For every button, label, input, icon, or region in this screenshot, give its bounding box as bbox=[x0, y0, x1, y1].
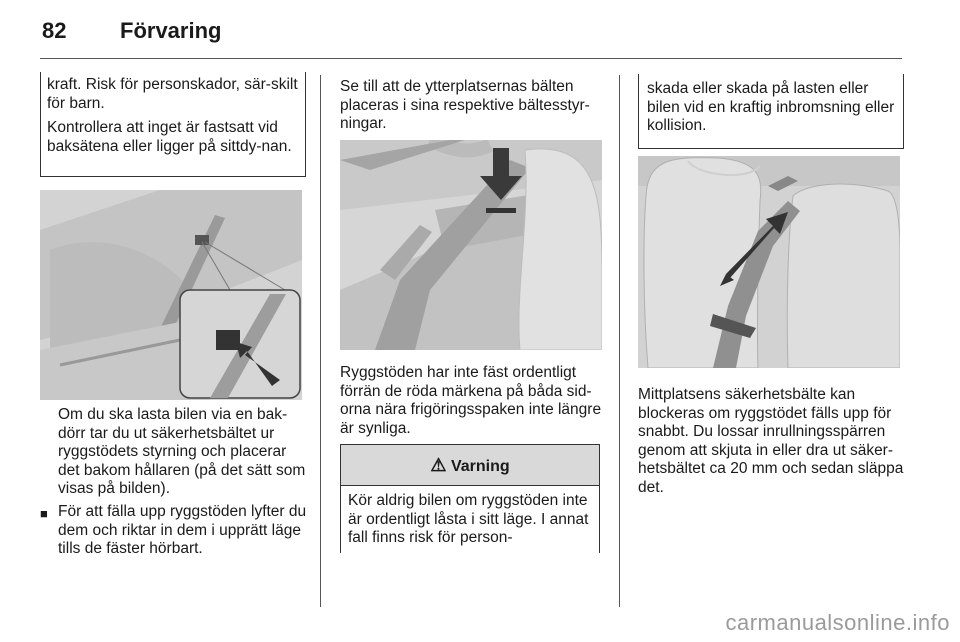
warning-box bbox=[340, 444, 600, 553]
warning-title: Varning bbox=[450, 458, 510, 475]
seat-belt-holder-illustration bbox=[40, 190, 302, 400]
paragraph-center-belt: Mittplatsens säkerhetsbälte kan blockeras om ryggstödet fälls upp för snabbt. Du lossar inrullningsspärren genom att skjuta in eller dra ut säker-hetsbältet ca 20 mm och sedan släppa det. bbox=[638, 386, 904, 496]
paragraph-belt-guides: Se till att de ytterplatsernas bälten placeras i sina respektive bältesstyr-ningar. bbox=[340, 78, 590, 132]
warning-text: Kör aldrig bilen om ryggstöden inte är ordentligt låsta i sitt läge. I annat fall finns risk för person- bbox=[348, 492, 589, 546]
warning-text-2: Kontrollera att inget är fastsatt vid baksätena eller ligger på sittdy-nan. bbox=[47, 119, 292, 155]
figure-seat-belt-holder bbox=[40, 190, 302, 400]
warning-box-continued-col3: skada eller skada på lasten eller bilen vid en kraftig inbromsning eller kollision. bbox=[638, 74, 904, 149]
paragraph-red-markers: Ryggstöden har inte fäst ordentligt förrän de röda märkena på båda sid-orna nära frigöringsspaken inte längre är synliga. bbox=[340, 364, 602, 437]
page-title: Förvaring bbox=[120, 18, 222, 43]
red-markers-illustration bbox=[340, 140, 602, 350]
column-divider-1 bbox=[320, 75, 321, 607]
center-belt-illustration bbox=[638, 156, 900, 368]
header-rule bbox=[40, 58, 902, 59]
warning-icon: ⚠ bbox=[430, 455, 447, 475]
warning-title-bar bbox=[341, 445, 599, 486]
column-divider-2 bbox=[619, 75, 620, 607]
page-number: 82 bbox=[42, 18, 67, 43]
watermark: carmanualsonline.info bbox=[725, 610, 950, 635]
warning-text-1: kraft. Risk för personskador, sär-skilt för barn. bbox=[47, 76, 298, 112]
warning-box-continued bbox=[40, 72, 306, 177]
paragraph-load-via-rear-door: Om du ska lasta bilen via en bak-dörr tar du ut säkerhetsbältet ur ryggstödets styrning och placerar det bakom hållaren (på det sätt som visas på bilden). bbox=[58, 406, 306, 497]
figure-center-belt bbox=[638, 156, 900, 368]
bullet-text-raise-backrest: För att fälla upp ryggstöden lyfter du dem och riktar in dem i upprätt läge tills de fäster hörbart. bbox=[58, 503, 307, 557]
figure-red-markers bbox=[340, 140, 602, 350]
bullet-mark: ■ bbox=[40, 506, 48, 521]
